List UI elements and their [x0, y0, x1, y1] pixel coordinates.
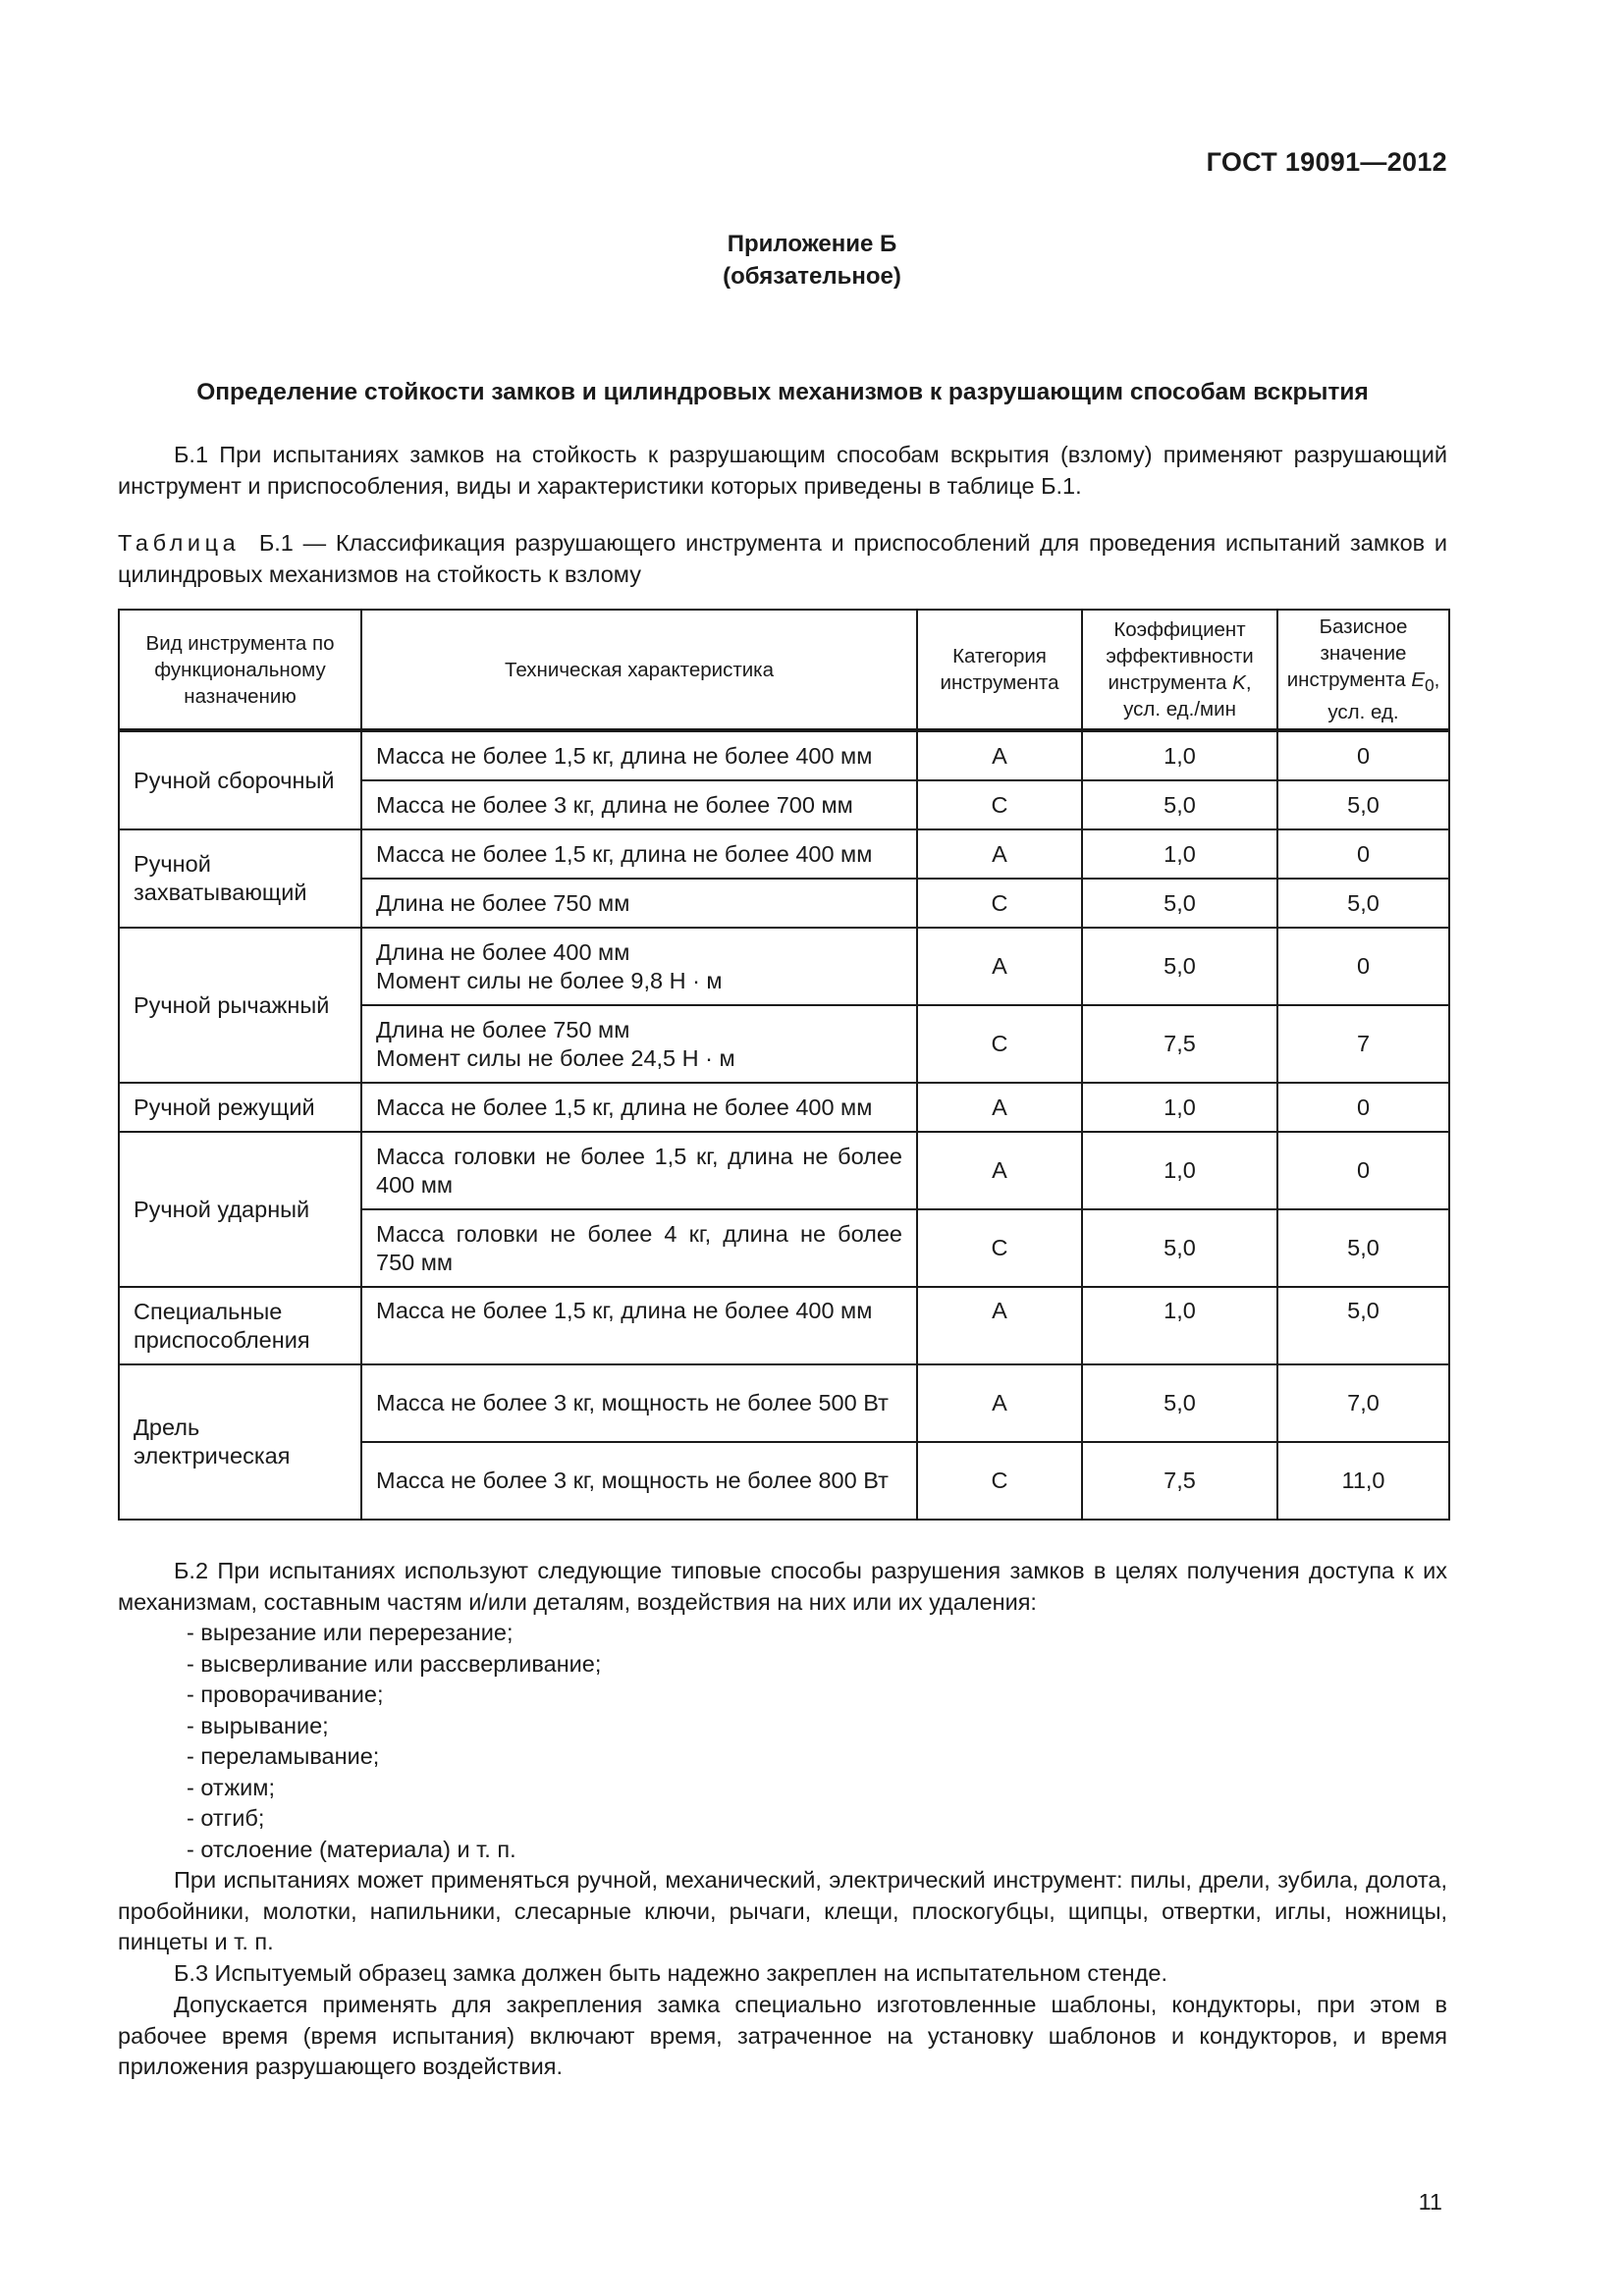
category-cell: А: [917, 1287, 1082, 1364]
category-cell: С: [917, 1442, 1082, 1520]
coefficient-cell: 5,0: [1082, 928, 1277, 1005]
spec-line: Длина не более 750 мм: [376, 1016, 630, 1042]
tool-type-cell: Ручной режущий: [119, 1083, 361, 1132]
base-value-cell: 0: [1277, 1083, 1449, 1132]
base-value-cell: 5,0: [1277, 1287, 1449, 1364]
paragraph-b2: Б.2 При испытаниях используют следующие типовые способы разрушения замков в целях получения доступа к их механизмам, составным частям и/или деталям, воздействия на них или их удаления:: [118, 1558, 1447, 1615]
category-cell: А: [917, 829, 1082, 879]
spec-cell: Масса не более 1,5 кг, длина не более 400 мм: [361, 1287, 917, 1364]
spec-cell: Масса головки не более 1,5 кг, длина не более 400 мм: [361, 1132, 917, 1209]
coefficient-cell: 7,5: [1082, 1005, 1277, 1083]
list-item: - переламывание;: [187, 1743, 380, 1769]
header-coefficient-unit: , усл. ед./мин: [1123, 671, 1252, 721]
header-coefficient: [1082, 610, 1277, 730]
table-caption: [118, 528, 1447, 590]
spec-cell: [361, 1005, 917, 1083]
base-value-cell: 11,0: [1277, 1442, 1449, 1520]
category-cell: С: [917, 780, 1082, 829]
spec-cell: Масса не более 3 кг, мощность не более 500 Вт: [361, 1364, 917, 1442]
table-row: [119, 928, 1449, 1005]
header-tool-type: Вид инструмента по функциональному назначению: [119, 610, 361, 730]
table-row: [119, 829, 1449, 879]
list-item: - отслоение (материала) и т. п.: [187, 1836, 516, 1862]
header-coefficient-text: Коэффициент эффективности инструмента: [1106, 618, 1254, 694]
coefficient-cell: 5,0: [1082, 879, 1277, 928]
header-base-symbol: E: [1411, 667, 1426, 691]
methods-list: [187, 1618, 601, 1865]
table-caption-text: Б.1 — Классификация разрушающего инструмента и приспособлений для проведения испытаний замков и цилиндровых механизмов на стойкость к взлому: [118, 530, 1448, 587]
list-item: - отгиб;: [187, 1805, 265, 1831]
spec-line: Длина не более 400 мм: [376, 938, 630, 965]
paragraph-b1: Б.1 При испытаниях замков на стойкость к разрушающим способам вскрытия (взлому) применяют разрушающий инструмент и приспособления, виды и характеристики которых приведены в таблице Б.1.: [118, 442, 1447, 499]
coefficient-cell: 5,0: [1082, 1209, 1277, 1287]
header-category: Категория инструмента: [917, 610, 1082, 730]
coefficient-cell: 7,5: [1082, 1442, 1277, 1520]
header-base-text: Базисное значение инструмента: [1286, 614, 1412, 691]
spec-cell: Масса головки не более 4 кг, длина не более 750 мм: [361, 1209, 917, 1287]
appendix-title: Приложение Б: [727, 231, 897, 257]
spec-cell: Масса не более 1,5 кг, длина не более 400 мм: [361, 1083, 917, 1132]
table-row: [119, 730, 1449, 780]
tool-type-cell: Дрель электрическая: [119, 1364, 361, 1520]
base-value-cell: 0: [1277, 1132, 1449, 1209]
coefficient-cell: 1,0: [1082, 829, 1277, 879]
table-row: [119, 1364, 1449, 1442]
header-base-subscript: 0: [1425, 676, 1435, 696]
category-cell: А: [917, 1364, 1082, 1442]
spec-line: Момент силы не более 9,8 Н · м: [376, 967, 723, 993]
base-value-cell: 7: [1277, 1005, 1449, 1083]
category-cell: А: [917, 730, 1082, 780]
coefficient-cell: 1,0: [1082, 730, 1277, 780]
header-base-value: [1277, 610, 1449, 730]
paragraph-fixing: Допускается применять для закрепления замка специально изготовленные шаблоны, кондукторы, при этом в рабочее время (время испытания) включают время, затраченное на установку шаблонов и кондукторов, и время приложения разрушающего воздействия.: [118, 1992, 1447, 2079]
spec-cell: [361, 928, 917, 1005]
table-caption-label: Таблица: [118, 530, 241, 556]
coefficient-cell: 1,0: [1082, 1083, 1277, 1132]
base-value-cell: 5,0: [1277, 780, 1449, 829]
base-value-cell: 5,0: [1277, 879, 1449, 928]
category-cell: С: [917, 879, 1082, 928]
spec-cell: Масса не более 1,5 кг, длина не более 400 мм: [361, 829, 917, 879]
paragraph-tools: При испытаниях может применяться ручной, механический, электрический инструмент: пилы, дрели, зубила, долота, пробойники, молотки, напильники, слесарные ключи, рычаги, клещи, плоскогубцы, щипцы, отвертки, иглы, ножницы, пинцеты и т. п.: [118, 1867, 1447, 1954]
spec-cell: Масса не более 3 кг, длина не более 700 мм: [361, 780, 917, 829]
coefficient-cell: 5,0: [1082, 780, 1277, 829]
base-value-cell: 0: [1277, 730, 1449, 780]
tool-type-cell: Ручной захватывающий: [119, 829, 361, 928]
list-item: - вырезание или перерезание;: [187, 1620, 514, 1645]
spec-cell: Масса не более 3 кг, мощность не более 800 Вт: [361, 1442, 917, 1520]
coefficient-cell: 1,0: [1082, 1132, 1277, 1209]
header-tech: Техническая характеристика: [361, 610, 917, 730]
category-cell: С: [917, 1209, 1082, 1287]
table-row: [119, 1287, 1449, 1364]
base-value-cell: 0: [1277, 829, 1449, 879]
appendix-heading: [0, 228, 1624, 293]
tool-type-cell: Ручной сборочный: [119, 730, 361, 829]
base-value-cell: 7,0: [1277, 1364, 1449, 1442]
category-cell: А: [917, 1083, 1082, 1132]
header-coefficient-symbol: K: [1232, 671, 1246, 694]
paragraph-b3: Б.3 Испытуемый образец замка должен быть надежно закреплен на испытательном стенде.: [174, 1960, 1167, 1986]
list-item: - отжим;: [187, 1774, 275, 1800]
section-heading: Определение стойкости замков и цилиндровых механизмов к разрушающим способам вскрытия: [196, 379, 1369, 405]
tool-type-cell: Специальные приспособления: [119, 1287, 361, 1364]
coefficient-cell: 5,0: [1082, 1364, 1277, 1442]
tool-type-cell: Ручной рычажный: [119, 928, 361, 1083]
appendix-note: (обязательное): [723, 263, 901, 290]
spec-cell: Длина не более 750 мм: [361, 879, 917, 928]
header-base-unit: , усл. ед.: [1327, 667, 1440, 724]
base-value-cell: 0: [1277, 928, 1449, 1005]
table-header-row: [119, 610, 1449, 730]
table-row: [119, 1083, 1449, 1132]
spec-line: Момент силы не более 24,5 Н · м: [376, 1044, 735, 1071]
list-item: - вырывание;: [187, 1712, 329, 1738]
standard-number: ГОСТ 19091—2012: [1206, 147, 1447, 177]
category-cell: А: [917, 1132, 1082, 1209]
coefficient-cell: 1,0: [1082, 1287, 1277, 1364]
list-item: - высверливание или рассверливание;: [187, 1650, 602, 1677]
table-row: [119, 1132, 1449, 1209]
category-cell: А: [917, 928, 1082, 1005]
base-value-cell: 5,0: [1277, 1209, 1449, 1287]
page-number: 11: [1418, 2189, 1442, 2215]
list-item: - проворачивание;: [187, 1682, 384, 1707]
tool-type-cell: Ручной ударный: [119, 1132, 361, 1287]
category-cell: С: [917, 1005, 1082, 1083]
spec-cell: Масса не более 1,5 кг, длина не более 400 мм: [361, 730, 917, 780]
tools-table: [118, 609, 1450, 1521]
